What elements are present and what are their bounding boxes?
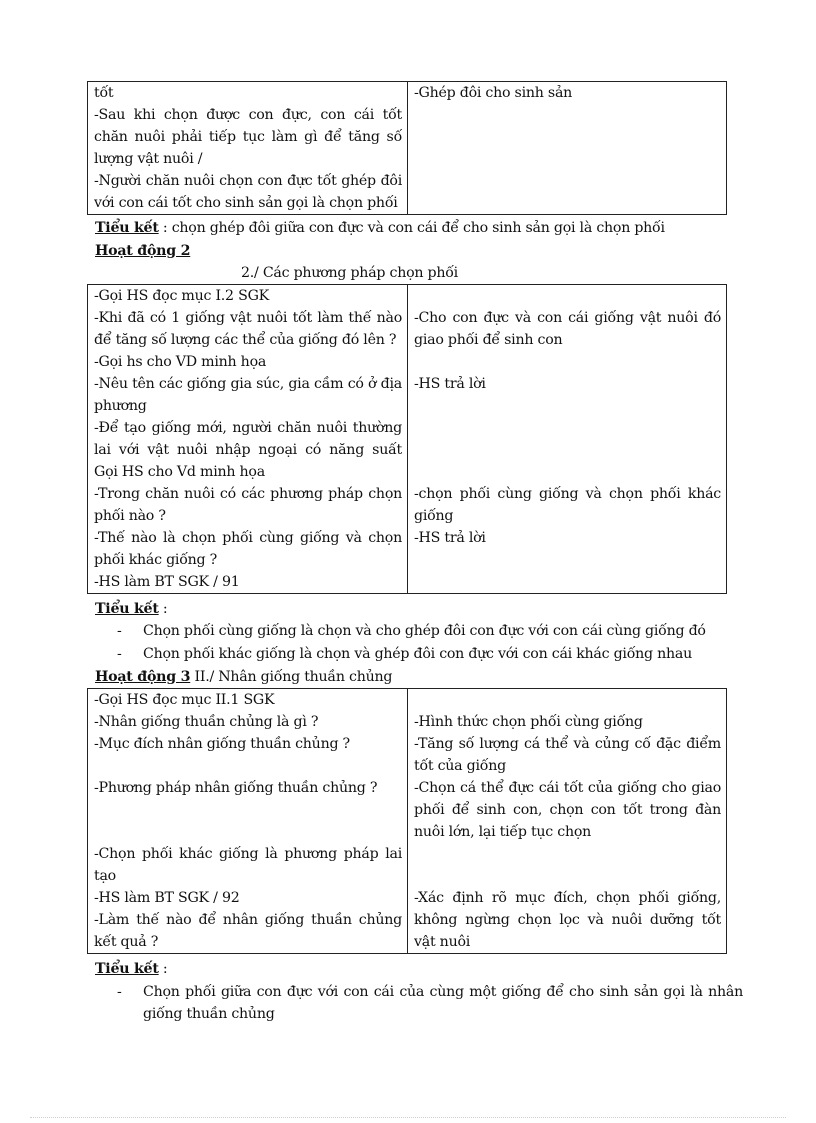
bullet-text: Chọn phối giữa con đực với con cái của cùng một giống để cho sinh sản gọi là nhân xyxy=(143,984,743,1000)
bullet-text: giống thuần chủng xyxy=(143,1006,275,1022)
page-bottom-divider xyxy=(30,1117,786,1118)
text-line: để tăng số lượng các thể của giống đó lên ? xyxy=(94,332,397,348)
text-line: -Trong chăn nuôi có các phương pháp chọn xyxy=(94,486,402,502)
student-column xyxy=(408,285,727,594)
activity-1-table xyxy=(87,81,727,215)
text-line: -Cho con đực và con cái giống vật nuôi đó xyxy=(414,310,721,326)
student-column xyxy=(408,82,727,215)
summary-text: : chọn ghép đôi giữa con đực và con cái để cho sinh sản gọi là chọn phối xyxy=(158,220,665,236)
text-line: vật nuôi xyxy=(414,934,471,950)
text-line: chăn nuôi phải tiếp tục làm gì để tăng số xyxy=(94,129,402,145)
text-line: giao phối để sinh con xyxy=(414,332,563,348)
student-column xyxy=(408,689,727,954)
text-line: -Xác định rõ mục đích, chọn phối giống, xyxy=(414,890,721,906)
summary-2 xyxy=(95,598,167,620)
summary-2-bullet xyxy=(117,643,692,665)
bullet-dash: - xyxy=(117,646,122,662)
activity-2-heading: Hoạt động 2 xyxy=(95,243,191,259)
bullet-dash: - xyxy=(117,623,122,639)
text-line: Gọi HS cho Vd minh họa xyxy=(94,464,265,480)
summary-text: : xyxy=(158,601,168,617)
summary-text: : xyxy=(158,961,168,977)
bullet-text: Chọn phối khác giống là chọn và ghép đôi con đực với con cái khác giống nhau xyxy=(143,646,692,662)
text-line: -Khi đã có 1 giống vật nuôi tốt làm thế nào xyxy=(94,310,402,326)
summary-2-bullet xyxy=(117,620,706,642)
summary-1 xyxy=(95,217,665,239)
text-line: -Để tạo giống mới, người chăn nuôi thường xyxy=(94,420,402,436)
text-line: -Gọi HS đọc mục II.1 SGK xyxy=(94,692,275,708)
text-line: nuôi lớn, lại tiếp tục chọn xyxy=(414,824,592,840)
activity-2-subtitle: 2./ Các phương pháp chọn phối xyxy=(241,265,458,281)
text-line: -Nêu tên các giống gia súc, gia cầm có ở địa xyxy=(94,376,402,392)
table-row xyxy=(88,82,727,215)
text-line: không ngừng chọn lọc và nuôi dưỡng tốt xyxy=(414,912,721,928)
bullet-text: Chọn phối cùng giống là chọn và cho ghép đôi con đực với con cái cùng giống đó xyxy=(143,623,706,639)
text-line: tạo xyxy=(94,868,116,884)
text-line: lượng vật nuôi / xyxy=(94,151,203,167)
text-line: phối nào ? xyxy=(94,508,166,524)
text-line: -Gọi hs cho VD minh họa xyxy=(94,354,267,370)
text-line: -Làm thế nào để nhân giống thuần chủng xyxy=(94,912,402,928)
text-line: -Chọn cá thể đực cái tốt của giống cho giao xyxy=(414,780,721,796)
activity-3-table xyxy=(87,688,727,954)
summary-label: Tiểu kết xyxy=(95,961,159,977)
table-row xyxy=(88,689,727,954)
text-line: kết quả ? xyxy=(94,934,159,950)
text-line: -chọn phối cùng giống và chọn phối khác xyxy=(414,486,721,502)
text-line: -Ghép đôi cho sinh sản xyxy=(414,85,573,101)
text-line: -Sau khi chọn được con đực, con cái tốt xyxy=(94,107,402,123)
text-line: -Phương pháp nhân giống thuần chủng ? xyxy=(94,780,378,796)
activity-2-table xyxy=(87,284,727,594)
text-line: giống xyxy=(414,508,454,524)
teacher-column xyxy=(88,82,408,215)
text-line: phương xyxy=(94,398,147,414)
table-row xyxy=(88,285,727,594)
text-line: lai với vật nuôi nhập ngoại có năng suất xyxy=(94,442,402,458)
text-line: tốt xyxy=(94,85,114,101)
text-line: -Chọn phối khác giống là phương pháp lai xyxy=(94,846,402,862)
summary-label: Tiểu kết xyxy=(95,220,159,236)
text-line: tốt của giống xyxy=(414,758,506,774)
text-line: -Mục đích nhân giống thuần chủng ? xyxy=(94,736,350,752)
text-line: -Hình thức chọn phối cùng giống xyxy=(414,714,643,730)
activity-3-heading xyxy=(95,666,392,688)
text-line: -HS trả lời xyxy=(414,530,486,546)
text-line: -HS làm BT SGK / 91 xyxy=(94,574,240,590)
summary-label: Tiểu kết xyxy=(95,601,159,617)
text-line: -Thế nào là chọn phối cùng giống và chọn xyxy=(94,530,402,546)
text-line: -Nhân giống thuần chủng là gì ? xyxy=(94,714,319,730)
activity-3-label: Hoạt động 3 xyxy=(95,669,191,685)
summary-3-bullet xyxy=(117,981,743,1025)
activity-3-subtitle: II./ Nhân giống thuần chủng xyxy=(190,669,393,685)
text-line: -HS trả lời xyxy=(414,376,486,392)
text-line: -Gọi HS đọc mục I.2 SGK xyxy=(94,288,269,304)
text-line: -Tăng số lượng cá thể và củng cố đặc điểm xyxy=(414,736,721,752)
teacher-column xyxy=(88,285,408,594)
text-line: phối khác giống ? xyxy=(94,552,217,568)
bullet-dash: - xyxy=(117,984,122,1000)
text-line: -HS làm BT SGK / 92 xyxy=(94,890,240,906)
text-line: -Người chăn nuôi chọn con đực tốt ghép đôi xyxy=(94,173,402,189)
teacher-column xyxy=(88,689,408,954)
text-line: với con cái tốt cho sinh sản gọi là chọn phối xyxy=(94,195,398,211)
text-line: phối để sinh con, chọn con tốt trong đàn xyxy=(414,802,721,818)
summary-3 xyxy=(95,958,167,980)
